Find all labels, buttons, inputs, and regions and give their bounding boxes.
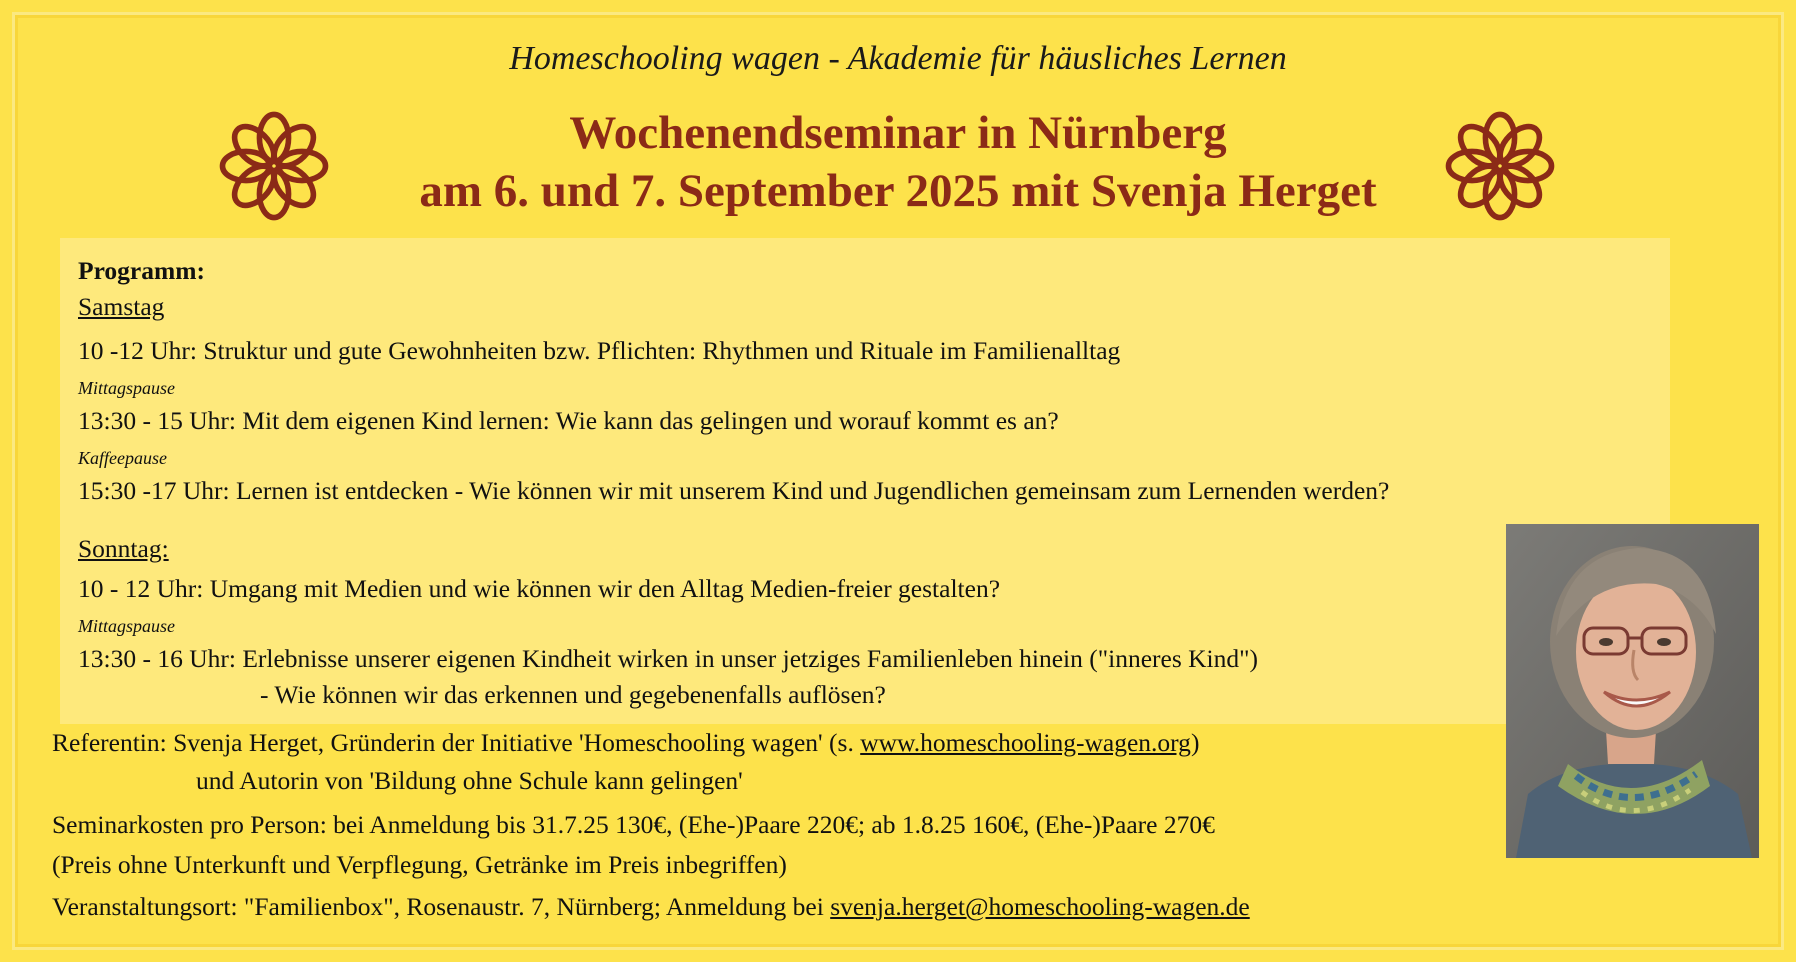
website-link[interactable]: www.homeschooling-wagen.org	[860, 728, 1191, 757]
referent-text: Referentin: Svenja Herget, Gründerin der Initiative 'Homeschooling wagen' (s.	[52, 728, 861, 757]
sunday-session-2-continued: - Wie können wir das erkennen und gegebenenfalls auflösen?	[260, 680, 886, 709]
costs-line: Seminarkosten pro Person: bei Anmeldung bis 31.7.25 130€, (Ehe-)Paare 220€; ab 1.8.25 160€, (Ehe-)Paare 270€	[52, 810, 1215, 839]
organization-name: Homeschooling wagen - Akademie für häusliches Lernen	[509, 40, 1287, 77]
saturday-session-2: 13:30 - 15 Uhr: Mit dem eigenen Kind lernen: Wie kann das gelingen und worauf kommt es an?	[78, 406, 1059, 435]
venue-text: Veranstaltungsort: "Familienbox", Rosenaustr. 7, Nürnberg; Anmeldung bei	[52, 892, 831, 921]
referent-line-2: und Autorin von 'Bildung ohne Schule kann gelingen'	[196, 766, 743, 795]
speaker-photo	[1506, 524, 1759, 858]
email-link[interactable]: svenja.herget@homeschooling-wagen.de	[830, 892, 1250, 921]
venue-line	[52, 892, 1250, 922]
costs-note: (Preis ohne Unterkunft und Verpflegung, Getränke im Preis inbegriffen)	[52, 850, 787, 879]
referent-line	[52, 728, 1199, 758]
saturday-pause-1: Mittagspause	[78, 378, 175, 398]
sunday-session-2: 13:30 - 16 Uhr: Erlebnisse unserer eigenen Kindheit wirken in unser jetziges Familienleben hinein ("inneres Kind")	[78, 644, 1259, 673]
sunday-session-1: 10 - 12 Uhr: Umgang mit Medien und wie können wir den Alltag Medien-freier gestalten?	[78, 574, 1001, 603]
program-box	[60, 238, 1670, 724]
program-heading: Programm:	[78, 256, 205, 285]
sunday-pause-1: Mittagspause	[78, 616, 175, 636]
saturday-session-3: 15:30 -17 Uhr: Lernen ist entdecken - Wie können wir mit unserem Kind und Jugendlichen gemeinsam zum Lernenden werden?	[78, 476, 1390, 505]
sunday-heading: Sonntag:	[78, 534, 169, 563]
title-line-1: Wochenendseminar in Nürnberg	[569, 107, 1227, 159]
saturday-heading: Samstag	[78, 292, 165, 321]
portrait-image	[1506, 524, 1759, 858]
title-line-2: am 6. und 7. September 2025 mit Svenja Herget	[419, 165, 1377, 217]
referent-close: )	[1190, 728, 1200, 757]
saturday-pause-2: Kaffeepause	[78, 448, 167, 468]
seminar-title	[12, 104, 1784, 220]
saturday-session-1: 10 -12 Uhr: Struktur und gute Gewohnheiten bzw. Pflichten: Rhythmen und Rituale im Familienalltag	[78, 336, 1121, 365]
